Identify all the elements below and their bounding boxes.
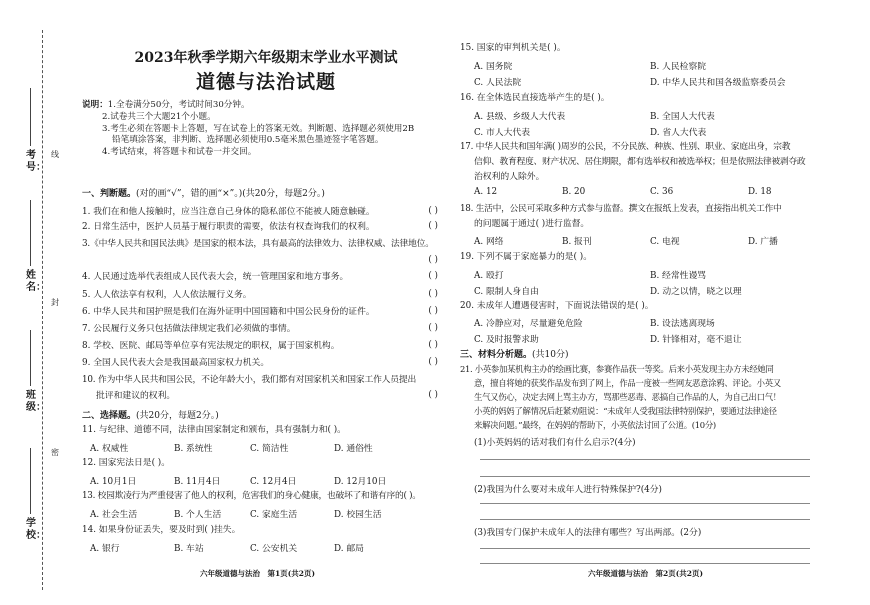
question-1: 1. 我们在和他人接触时，应当注意自己身体的隐私部位不能被人随意触碰。 bbox=[82, 207, 375, 217]
section-3-title: 三、材料分析题。 bbox=[460, 350, 533, 360]
options-20a bbox=[460, 316, 844, 329]
seal-mark-xian: 线 bbox=[51, 150, 59, 159]
question-17: 17. 中华人民共和国年满( )周岁的公民，不分民族、种族、性别、职业、家庭出身，宗教 bbox=[460, 142, 791, 152]
option-15b: B. 人民检察院 bbox=[650, 62, 707, 72]
option-12b: B. 11月4日 bbox=[174, 477, 221, 487]
option-18c: C. 电视 bbox=[650, 237, 680, 247]
fill-line-xingming bbox=[30, 200, 32, 266]
question-6: 6. 中华人民共和国护照是我们在海外证明中国国籍和中国公民身份的证件。 bbox=[82, 307, 375, 317]
subquestion-2: (2)我国为什么要对未成年人进行特殊保护?(4分) bbox=[474, 485, 662, 495]
options-13 bbox=[82, 507, 460, 520]
option-13c: C. 家庭生活 bbox=[250, 510, 298, 520]
option-12c: C. 12月4日 bbox=[250, 477, 297, 487]
options-18 bbox=[460, 234, 844, 247]
options-15b bbox=[460, 75, 844, 88]
answer-paren-8: ( ) bbox=[428, 340, 438, 350]
section-2-instructions: (共20分，每题2分。) bbox=[136, 411, 219, 421]
option-15c: C. 人民法院 bbox=[474, 78, 522, 88]
option-16b: B. 全国人大代表 bbox=[650, 112, 715, 122]
option-12d: D. 12月10日 bbox=[334, 477, 387, 487]
answer-paren-7: ( ) bbox=[428, 323, 438, 333]
option-11b: B. 系统性 bbox=[174, 444, 213, 454]
note-2: 2.试卷共三个大题21个小题。 bbox=[102, 111, 216, 122]
footer-page-2: 六年级道德与法治 第2页(共2页) bbox=[588, 569, 704, 578]
label-kaohao: 考号： bbox=[26, 150, 46, 173]
options-17 bbox=[460, 187, 844, 197]
answer-line[interactable] bbox=[480, 476, 810, 477]
material-line-5: 来解决问题。”最终，在妈妈的帮助下，小英依法讨回了公道。(10分) bbox=[474, 420, 716, 430]
question-9: 9. 全国人民代表大会是我国最高国家权力机关。 bbox=[82, 358, 270, 368]
option-16a: A. 县级、乡级人大代表 bbox=[474, 112, 566, 122]
options-19a bbox=[460, 268, 844, 281]
label-xuexiao: 学校： bbox=[26, 518, 46, 541]
options-12 bbox=[82, 474, 460, 487]
answer-paren-5: ( ) bbox=[428, 289, 438, 299]
answer-line[interactable] bbox=[480, 459, 810, 460]
question-21-material bbox=[460, 362, 830, 432]
question-18: 18. 生活中，公民可采取多种方式参与监督。撰文在报纸上发表，直接指出机关工作中 bbox=[460, 204, 782, 214]
answer-paren-6: ( ) bbox=[428, 306, 438, 316]
answer-paren-4: ( ) bbox=[428, 271, 438, 281]
fill-line-xuexiao bbox=[30, 448, 32, 514]
question-14: 14. 如果身份证丢失，要及时到( )挂失。 bbox=[82, 525, 241, 535]
answer-paren-2: ( ) bbox=[428, 221, 438, 231]
option-11a: A. 权威性 bbox=[90, 444, 129, 454]
note-4: 4.考试结束，将答题卡和试卷一并交回。 bbox=[102, 147, 257, 158]
options-19b bbox=[460, 284, 844, 297]
answer-paren-9: ( ) bbox=[428, 357, 438, 367]
option-19a: A. 殴打 bbox=[474, 271, 504, 281]
section-1-heading bbox=[82, 186, 452, 199]
section-2-title: 二、选择题。 bbox=[82, 411, 137, 421]
option-18d: D. 广播 bbox=[748, 237, 778, 247]
section-2-heading bbox=[82, 408, 452, 421]
option-14c: C. 公安机关 bbox=[250, 544, 298, 554]
subquestion-1: (1)小英妈妈的话对我们有什么启示?(4分) bbox=[474, 438, 636, 448]
question-2: 2. 日常生活中，医护人员基于履行职责的需要，依法有权查询我们的权利。 bbox=[82, 222, 375, 232]
fill-line-banji bbox=[30, 330, 32, 386]
section-1-instructions: (对的画“√”，错的画“×”。)(共20分，每题2分。) bbox=[136, 189, 325, 199]
option-18b: B. 报刊 bbox=[562, 237, 592, 247]
subquestion-3: (3)我国专门保护未成年人的法律有哪些？写出两部。(2分) bbox=[474, 528, 702, 538]
option-14b: B. 车站 bbox=[174, 544, 204, 554]
option-11c: C. 简洁性 bbox=[250, 444, 289, 454]
answer-paren-1: ( ) bbox=[428, 206, 438, 216]
options-20b bbox=[460, 332, 844, 345]
option-19b: B. 经常性谩骂 bbox=[650, 271, 707, 281]
question-10: 10. 作为中华人民共和国公民，不论年龄大小，我们都有对国家机关和国家工作人员提出 bbox=[82, 375, 417, 385]
option-11d: D. 通俗性 bbox=[334, 444, 373, 454]
options-14 bbox=[82, 541, 460, 554]
material-line-1: 21. 小英参加某机构主办的绘画比赛，参赛作品获一等奖。后来小英发现主办方未经她同 bbox=[460, 364, 774, 374]
option-12a: A. 10月1日 bbox=[90, 477, 137, 487]
question-16: 16. 在全体选民直接选举产生的是( )。 bbox=[460, 93, 610, 103]
option-20a: A. 冷静应对，尽量避免危险 bbox=[474, 319, 583, 329]
exam-subject-title: 道德与法治试题 bbox=[195, 71, 336, 93]
option-20b: B. 设法逃离现场 bbox=[650, 319, 715, 329]
option-14d: D. 邮局 bbox=[334, 544, 364, 554]
question-19: 19. 下列不属于家庭暴力的是( )。 bbox=[460, 252, 593, 262]
label-banji: 班级： bbox=[26, 390, 46, 413]
answer-line[interactable] bbox=[480, 563, 810, 564]
option-16d: D. 省人大代表 bbox=[650, 128, 707, 138]
option-15d: D. 中华人民共和国各级监察委员会 bbox=[650, 78, 786, 88]
option-17c: C. 36 bbox=[650, 187, 674, 197]
question-10-cont: 批评和建议的权利。 bbox=[96, 391, 176, 401]
option-20d: D. 针锋相对，毫不退让 bbox=[650, 335, 742, 345]
note-3-cont: 铅笔填涂答案，非判断、选择题必须使用0.5毫米黑色墨迹签字笔答题。 bbox=[112, 135, 384, 146]
option-18a: A. 网络 bbox=[474, 237, 504, 247]
instructions-label: 说明： bbox=[82, 100, 108, 110]
binding-dashed-line bbox=[42, 30, 43, 590]
label-xingming: 姓名： bbox=[26, 270, 46, 293]
note-3: 3.考生必须在答题卡上答题，写在试卷上的答案无效。判断题、选择题必须使用2B bbox=[102, 123, 415, 134]
answer-line[interactable] bbox=[480, 519, 810, 520]
binding-margin bbox=[0, 0, 78, 605]
question-15: 15. 国家的审判机关是( )。 bbox=[460, 43, 566, 53]
material-line-3: 生气又伤心，决定去网上骂主办方，骂那些恶毒、恶搞自己作品的人，为自己出口气！ bbox=[474, 392, 781, 402]
fill-line-kaohao bbox=[30, 88, 32, 146]
option-19c: C. 限制人身自由 bbox=[474, 287, 539, 297]
section-1-title: 一、判断题。 bbox=[82, 189, 137, 199]
question-17-cont: 信仰、教育程度、财产状况、居住期限，都有选举权和被选举权；但是依照法律被剥夺政 bbox=[474, 157, 806, 167]
question-12: 12. 国家宪法日是( )。 bbox=[82, 458, 171, 468]
seal-mark-feng: 封 bbox=[51, 298, 59, 307]
exam-title: 2023年秋季学期六年级期末学业水平测试 bbox=[134, 50, 398, 66]
question-3: 3.《中华人民共和国民法典》是国家的根本法，具有最高的法律效力、法律权威、法律地位。 bbox=[82, 239, 434, 249]
question-11: 11. 与纪律、道德不同，法律由国家制定和颁布，具有强制力和( )。 bbox=[82, 425, 346, 435]
instructions bbox=[82, 100, 452, 159]
material-line-2: 意，擅自将她的获奖作品发布到了网上，作品一度被一些网友恶意涂鸦、评论。小英又 bbox=[474, 378, 781, 388]
footer-page-1: 六年级道德与法治 第1页(共2页) bbox=[200, 569, 316, 578]
option-17a: A. 12 bbox=[474, 187, 498, 197]
material-line-4: 小英的妈妈了解情况后赶紧劝阻说：“未成年人受我国法律特别保护，要通过法律途径 bbox=[474, 406, 777, 416]
option-20c: C. 及时报警求助 bbox=[474, 335, 539, 345]
question-18-cont: 的问题属于通过( )进行监督。 bbox=[474, 219, 590, 229]
question-13: 13. 校园欺凌行为严重侵害了他人的权利，危害我们的身心健康，也破坏了和谐有序的( )。 bbox=[82, 491, 421, 501]
question-5: 5. 人人依法享有权利，人人依法履行义务。 bbox=[82, 290, 252, 300]
answer-paren-10: ( ) bbox=[428, 390, 438, 400]
question-20: 20. 未成年人遭遇侵害时，下面说法错误的是( )。 bbox=[460, 301, 654, 311]
option-13a: A. 社会生活 bbox=[90, 510, 138, 520]
option-16c: C. 市人大代表 bbox=[474, 128, 530, 138]
option-15a: A. 国务院 bbox=[474, 62, 513, 72]
option-17b: B. 20 bbox=[562, 187, 586, 197]
options-16b bbox=[460, 125, 844, 138]
section-3-instructions: (共10分) bbox=[532, 350, 569, 360]
question-7: 7. 公民履行义务只包括做法律规定我们必须做的事情。 bbox=[82, 324, 296, 334]
option-17d: D. 18 bbox=[748, 187, 772, 197]
options-11 bbox=[82, 441, 460, 454]
question-8: 8. 学校、医院、邮局等单位享有宪法规定的职权，属于国家机构。 bbox=[82, 341, 340, 351]
option-19d: D. 动之以情，晓之以理 bbox=[650, 287, 742, 297]
option-13b: B. 个人生活 bbox=[174, 510, 222, 520]
option-13d: D. 校园生活 bbox=[334, 510, 382, 520]
option-14a: A. 银行 bbox=[90, 544, 120, 554]
note-1: 1.全卷满分50分，考试时间30分钟。 bbox=[107, 100, 250, 110]
section-3-heading bbox=[460, 347, 830, 360]
question-4: 4. 人民通过选举代表组成人民代表大会，统一管理国家和地方事务。 bbox=[82, 272, 349, 282]
options-16a bbox=[460, 109, 844, 122]
answer-line[interactable] bbox=[480, 503, 810, 504]
answer-line[interactable] bbox=[480, 548, 810, 549]
answer-paren-3: ( ) bbox=[428, 255, 438, 265]
options-15a bbox=[460, 59, 844, 72]
question-17-cont2: 治权利的人除外。 bbox=[474, 172, 545, 182]
seal-mark-mi: 密 bbox=[51, 448, 59, 457]
